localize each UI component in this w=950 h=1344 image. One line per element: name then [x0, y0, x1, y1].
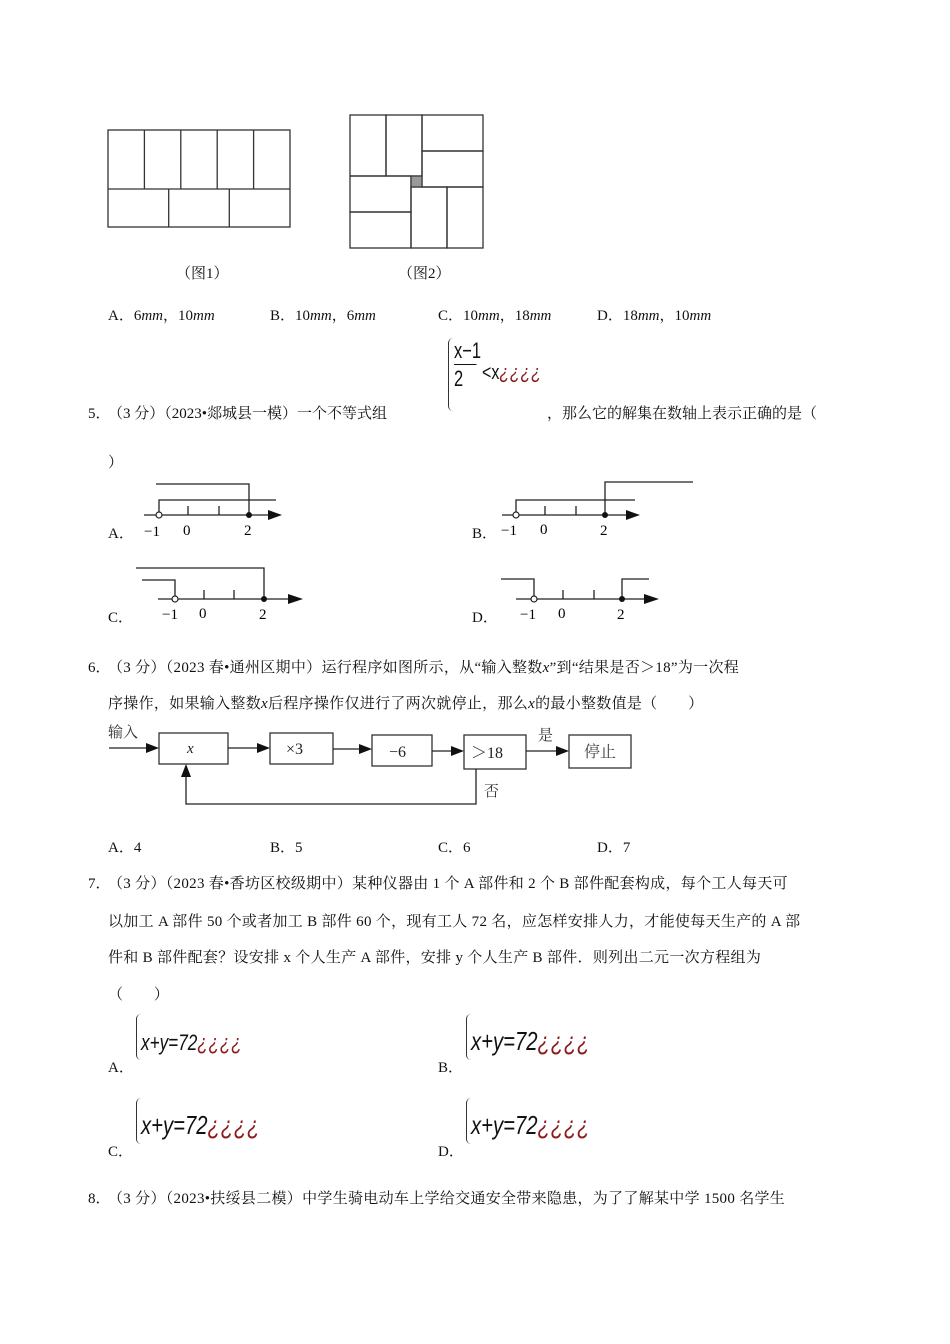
q5-option-d[interactable]: D． −1 0 2	[470, 560, 680, 630]
svg-text:−1: −1	[162, 607, 178, 623]
fraction-numerator: x−1	[454, 338, 482, 363]
q4-option-d[interactable]: D．18mm，10mm	[597, 308, 712, 324]
q7-stem-line2: 以加工 A 部件 50 个或者加工 B 部件 60 个，现有工人 72 名，应怎样安排人力，才能使每天生产的 A 部	[108, 914, 801, 930]
q5-stem-close-paren: ）	[108, 455, 124, 471]
svg-text:−1: −1	[501, 523, 517, 539]
q7-stem-line3: 件和 B 部件配套？设安排 x 个人生产 A 部件，安排 y 个人生产 B 部件．则列出二元一次方程组为	[108, 950, 762, 966]
svg-text:否: 否	[484, 784, 500, 800]
q6-option-c[interactable]: C．6	[438, 840, 471, 856]
q7-stem-line4: （ ）	[108, 987, 170, 1003]
number-line-d	[498, 560, 678, 626]
equation-line: x+y=72¿¿¿¿	[471, 1026, 591, 1056]
equation-line: x+y=72¿¿¿¿	[471, 1110, 591, 1140]
q7-stem-line1: （3 分）（2023 春•香坊区校级期中）某种仪器由 1 个 A 部件和 2 个 B 部件配套构成，每个工人每天可	[108, 876, 788, 892]
q7-option-c[interactable]: C． x+y=72¿¿¿¿	[106, 1098, 306, 1158]
svg-text:0: 0	[199, 606, 207, 622]
q6-number: 6．	[88, 660, 111, 676]
small-shaded-square	[411, 176, 422, 187]
q7-number: 7．	[88, 876, 111, 892]
svg-text:2: 2	[259, 607, 267, 623]
q6-option-a[interactable]: A．4	[108, 840, 142, 856]
q8-number: 8．	[88, 1191, 111, 1207]
figure-1-rectangles	[106, 128, 294, 230]
q6-option-d[interactable]: D．7	[597, 840, 631, 856]
program-flowchart	[100, 715, 640, 815]
q5-option-b[interactable]: B． −1 0 2	[470, 478, 700, 548]
q7-option-d[interactable]: D． x+y=72¿¿¿¿	[436, 1098, 636, 1158]
inequality-rhs: <x¿¿¿¿	[482, 362, 542, 384]
inequality-brace	[448, 338, 453, 411]
svg-text:−1: −1	[520, 607, 536, 623]
number-line-c	[136, 560, 316, 626]
equation-line: x+y=72¿¿¿¿	[141, 1110, 261, 1140]
number-line-a	[136, 478, 296, 544]
svg-text:0: 0	[558, 606, 566, 622]
svg-text:2: 2	[617, 607, 625, 623]
svg-text:0: 0	[540, 522, 548, 538]
q4-option-c[interactable]: C．10mm，18mm	[438, 308, 552, 324]
svg-text:−6: −6	[389, 744, 407, 761]
q6-option-b[interactable]: B．5	[270, 840, 303, 856]
svg-text:停止: 停止	[584, 744, 617, 761]
q4-option-a[interactable]: A．6mm，10mm	[108, 308, 215, 324]
fraction-denominator: 2	[454, 366, 464, 391]
svg-text:输入: 输入	[108, 725, 139, 741]
svg-text:×3: ×3	[286, 741, 304, 758]
svg-text:2: 2	[600, 523, 608, 539]
svg-text:0: 0	[183, 523, 191, 539]
q5-number: 5．	[88, 406, 111, 422]
figure-2-caption: （图2）	[398, 266, 451, 282]
svg-text:2: 2	[244, 523, 252, 539]
svg-text:是: 是	[538, 728, 554, 744]
figure-2-square	[348, 113, 486, 251]
q6-stem-line1: （3 分）（2023 春•通州区期中）运行程序如图所示，从“输入整数x”到“结果是否＞18”为一次程	[108, 660, 740, 676]
q7-option-b[interactable]: B． x+y=72¿¿¿¿	[436, 1014, 636, 1074]
q4-option-b[interactable]: B．10mm，6mm	[270, 308, 376, 324]
q5-option-a[interactable]: A． −1 0 2	[106, 478, 296, 548]
q5-option-c[interactable]: C． −1 0 2	[106, 560, 316, 630]
number-line-b	[498, 478, 698, 544]
q5-stem-prefix: （3 分）（2023•郯城县一模）一个不等式组	[108, 406, 388, 422]
svg-text:＞18: ＞18	[471, 745, 504, 762]
q7-option-a[interactable]: A． x+y=72¿¿¿¿	[106, 1014, 306, 1074]
q5-stem-suffix: ，那么它的解集在数轴上表示正确的是（	[547, 406, 818, 422]
q6-stem-line2: 序操作，如果输入整数x后程序操作仅进行了两次就停止，那么x的最小整数值是（ ）	[108, 696, 704, 712]
q8-stem-line1: （3 分）（2023•扶绥县二模）中学生骑电动车上学给交通安全带来隐患，为了了解某中学 1500 名学生	[108, 1191, 786, 1207]
svg-text:x: x	[187, 741, 194, 757]
figure-1-caption: （图1）	[176, 266, 229, 282]
equation-line: x+y=72¿¿¿¿	[141, 1030, 243, 1055]
svg-text:−1: −1	[144, 524, 160, 540]
